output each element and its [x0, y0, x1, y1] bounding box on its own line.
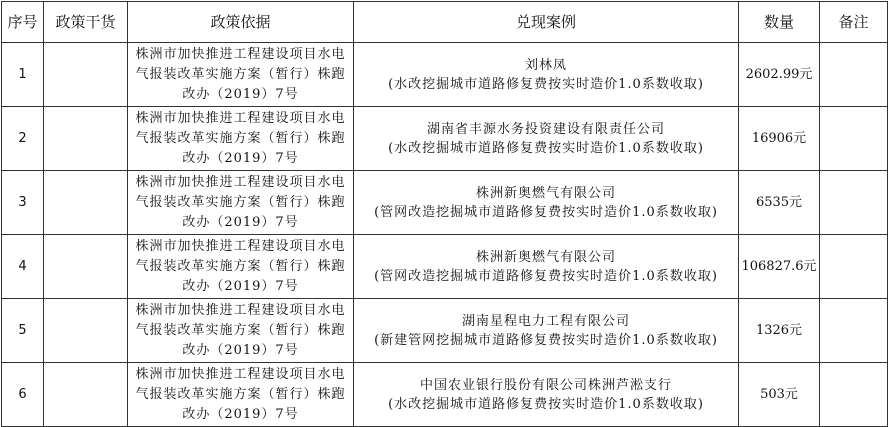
- row-quantity: 1326元: [739, 299, 820, 363]
- header-policy-item: 政策干货: [44, 2, 128, 43]
- row-policy-item: [44, 299, 128, 363]
- row-case: [354, 43, 739, 107]
- header-quantity: 数量: [739, 2, 820, 43]
- row-no: 1: [2, 43, 44, 107]
- row-remark: [820, 171, 888, 235]
- row-basis: 株洲市加快推进工程建设项目水电气报装改革实施方案（暂行）株跑改办（2019）7号: [128, 299, 354, 363]
- header-row: [2, 2, 888, 43]
- row-quantity: 6535元: [739, 171, 820, 235]
- policy-table: [1, 1, 888, 427]
- case-note: (水改挖掘城市道路修复费按实时造价1.0系数收取): [388, 396, 704, 412]
- case-name: 湖南省丰源水务投资建设有限责任公司: [426, 121, 665, 137]
- row-remark: [820, 107, 888, 171]
- row-no: 5: [2, 299, 44, 363]
- table-row: [2, 171, 888, 235]
- row-policy-item: [44, 171, 128, 235]
- row-quantity: 106827.6元: [739, 235, 820, 299]
- row-case: [354, 107, 739, 171]
- table-row: [2, 299, 888, 363]
- case-note: (管网改造挖掘城市道路修复费按实时造价1.0系数收取): [374, 204, 718, 220]
- row-no: 6: [2, 363, 44, 427]
- row-no: 2: [2, 107, 44, 171]
- row-policy-item: [44, 43, 128, 107]
- row-policy-item: [44, 107, 128, 171]
- row-remark: [820, 363, 888, 427]
- row-basis: 株洲市加快推进工程建设项目水电气报装改革实施方案（暂行）株跑改办（2019）7号: [128, 171, 354, 235]
- row-quantity: 16906元: [739, 107, 820, 171]
- row-basis: 株洲市加快推进工程建设项目水电气报装改革实施方案（暂行）株跑改办（2019）7号: [128, 43, 354, 107]
- row-basis: 株洲市加快推进工程建设项目水电气报装改革实施方案（暂行）株跑改办（2019）7号: [128, 235, 354, 299]
- case-name: 株洲新奥燃气有限公司: [475, 249, 616, 265]
- case-note: (水改挖掘城市道路修复费按实时造价1.0系数收取): [388, 140, 704, 156]
- case-note: (新建管网挖掘城市道路修复费按实时造价1.0系数收取): [374, 332, 718, 348]
- row-remark: [820, 43, 888, 107]
- case-note: (水改挖掘城市道路修复费按实时造价1.0系数收取): [388, 76, 704, 92]
- header-case: 兑现案例: [354, 2, 739, 43]
- row-no: 3: [2, 171, 44, 235]
- table-row: [2, 107, 888, 171]
- header-remark: 备注: [820, 2, 888, 43]
- header-no: 序号: [2, 2, 44, 43]
- row-remark: [820, 299, 888, 363]
- row-no: 4: [2, 235, 44, 299]
- table-row: [2, 363, 888, 427]
- case-name: 湖南星程电力工程有限公司: [461, 313, 630, 329]
- case-name: 中国农业银行股份有限公司株洲芦淞支行: [419, 377, 672, 393]
- case-name: 刘林凤: [524, 57, 567, 73]
- row-basis: 株洲市加快推进工程建设项目水电气报装改革实施方案（暂行）株跑改办（2019）7号: [128, 107, 354, 171]
- row-case: [354, 299, 739, 363]
- row-quantity: 503元: [739, 363, 820, 427]
- row-quantity: 2602.99元: [739, 43, 820, 107]
- row-policy-item: [44, 363, 128, 427]
- header-basis: 政策依据: [128, 2, 354, 43]
- row-policy-item: [44, 235, 128, 299]
- row-remark: [820, 235, 888, 299]
- row-case: [354, 171, 739, 235]
- row-basis: 株洲市加快推进工程建设项目水电气报装改革实施方案（暂行）株跑改办（2019）7号: [128, 363, 354, 427]
- table-row: [2, 235, 888, 299]
- row-case: [354, 363, 739, 427]
- case-name: 株洲新奥燃气有限公司: [475, 185, 616, 201]
- case-note: (管网改造挖掘城市道路修复费按实时造价1.0系数收取): [374, 268, 718, 284]
- table-row: [2, 43, 888, 107]
- row-case: [354, 235, 739, 299]
